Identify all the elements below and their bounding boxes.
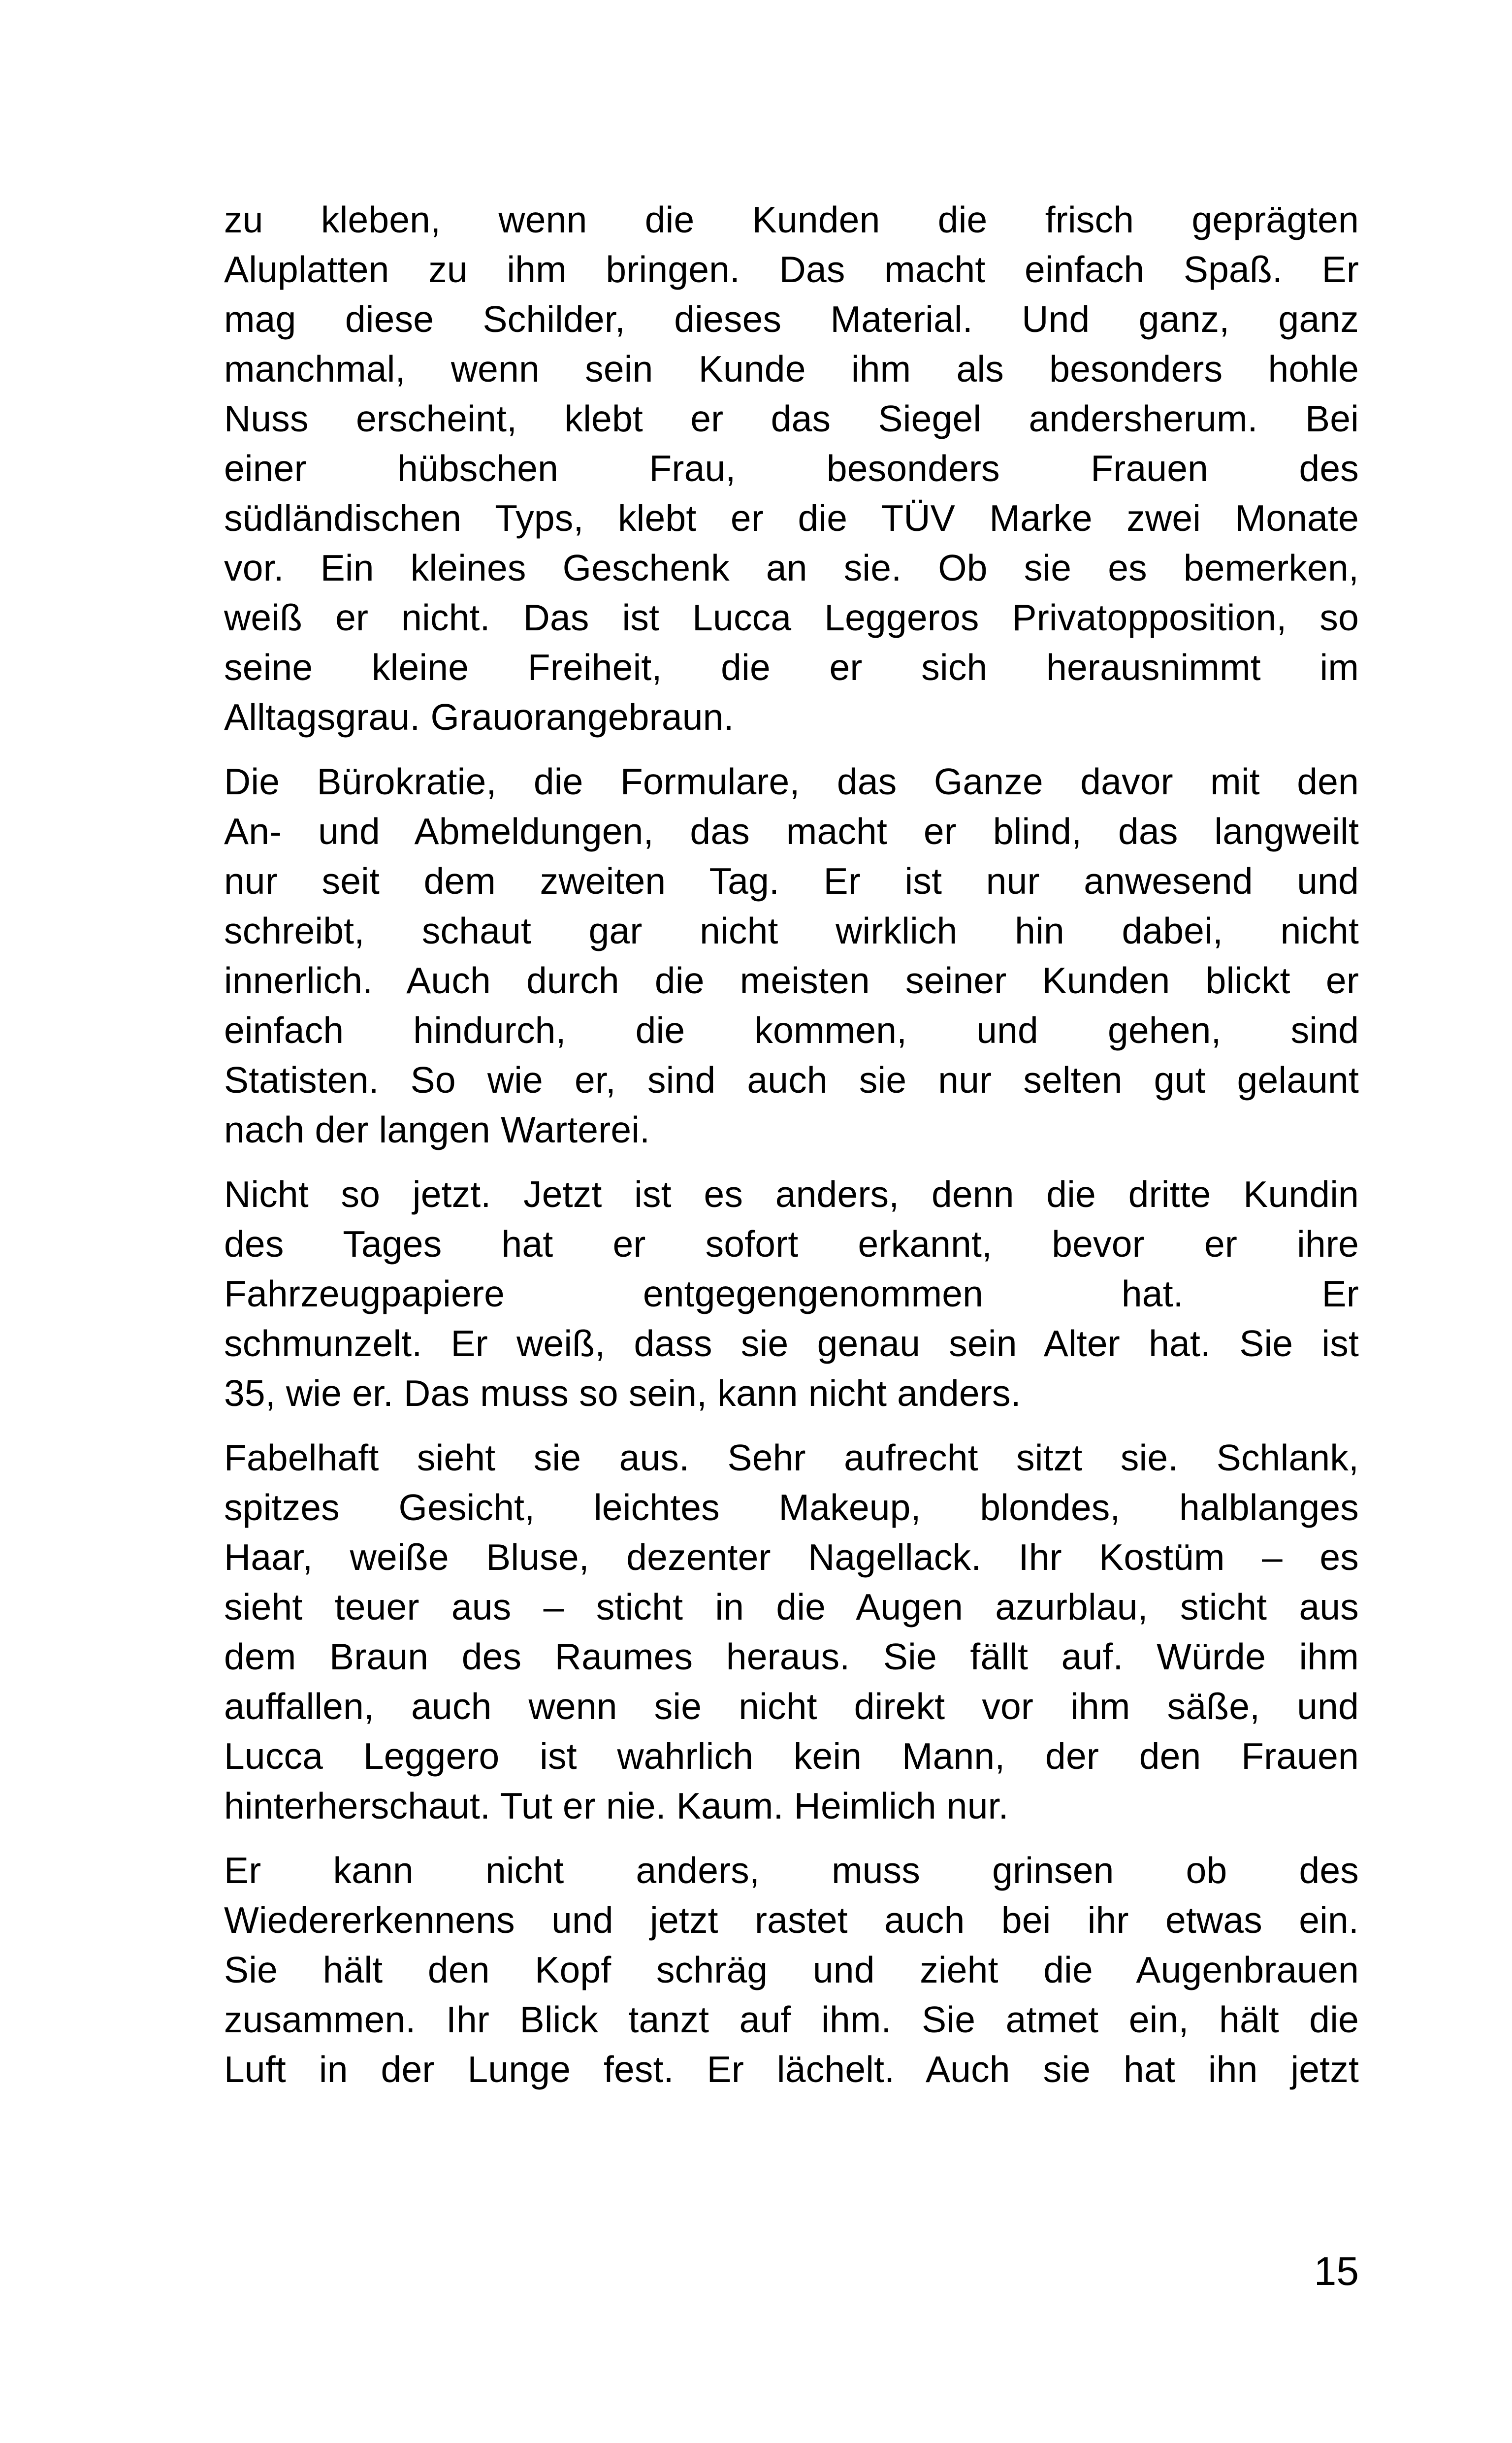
text-line: mag diese Schilder, dieses Material. Und ganz, ganz bbox=[224, 298, 1359, 340]
text-line: zu kleben, wenn die Kunden die frisch geprägten bbox=[224, 199, 1359, 240]
text-line: dem Braun des Raumes heraus. Sie fällt auf. Würde ihm bbox=[224, 1636, 1359, 1677]
text-line: spitzes Gesicht, leichtes Makeup, blondes, halblanges bbox=[224, 1487, 1359, 1528]
text-line: Lucca Leggero ist wahrlich kein Mann, der den Frauen bbox=[224, 1735, 1359, 1777]
text-line: Die Bürokratie, die Formulare, das Ganze davor mit den bbox=[224, 761, 1359, 802]
text-line: Haar, weiße Bluse, dezenter Nagellack. Ihr Kostüm – es bbox=[224, 1536, 1359, 1578]
text-line: Aluplatten zu ihm bringen. Das macht einfach Spaß. Er bbox=[224, 249, 1359, 290]
text-line: nach der langen Warterei. bbox=[224, 1109, 650, 1150]
text-line: seine kleine Freiheit, die er sich herausnimmt im bbox=[224, 647, 1359, 688]
paragraph bbox=[224, 195, 1359, 742]
paragraph bbox=[224, 1170, 1359, 1418]
text-line: einfach hindurch, die kommen, und gehen, sind bbox=[224, 1010, 1359, 1051]
page-number: 15 bbox=[1314, 2249, 1359, 2294]
text-line: Wiedererkennens und jetzt rastet auch bei ihr etwas ein. bbox=[224, 1899, 1359, 1941]
paragraph bbox=[224, 1433, 1359, 1831]
text-line: sieht teuer aus – sticht in die Augen azurblau, sticht aus bbox=[224, 1586, 1359, 1628]
text-line: Nuss erscheint, klebt er das Siegel andersherum. Bei bbox=[224, 398, 1359, 439]
text-line: Luft in der Lunge fest. Er lächelt. Auch sie hat ihn jetzt bbox=[224, 2049, 1359, 2090]
text-line: einer hübschen Frau, besonders Frauen des bbox=[224, 448, 1359, 489]
text-line: schmunzelt. Er weiß, dass sie genau sein Alter hat. Sie ist bbox=[224, 1323, 1359, 1364]
text-line: Nicht so jetzt. Jetzt ist es anders, denn die dritte Kundin bbox=[224, 1173, 1359, 1215]
text-line: südländischen Typs, klebt er die TÜV Marke zwei Monate bbox=[224, 497, 1359, 539]
text-line: An- und Abmeldungen, das macht er blind, das langweilt bbox=[224, 811, 1359, 852]
text-line: Er kann nicht anders, muss grinsen ob des bbox=[224, 1850, 1359, 1891]
text-line: auffallen, auch wenn sie nicht direkt vor ihm säße, und bbox=[224, 1686, 1359, 1727]
text-line: Fahrzeugpapiere entgegengenommen hat. Er bbox=[224, 1273, 1359, 1314]
text-line: 35, wie er. Das muss so sein, kann nicht anders. bbox=[224, 1372, 1021, 1414]
text-line: nur seit dem zweiten Tag. Er ist nur anwesend und bbox=[224, 860, 1359, 902]
page-text bbox=[224, 195, 1359, 2094]
text-line: vor. Ein kleines Geschenk an sie. Ob sie es bemerken, bbox=[224, 547, 1359, 588]
paragraph bbox=[224, 1846, 1359, 2094]
text-line: des Tages hat er sofort erkannt, bevor er ihre bbox=[224, 1223, 1359, 1265]
text-line: manchmal, wenn sein Kunde ihm als besonders hohle bbox=[224, 348, 1359, 390]
text-line: Alltagsgrau. Grauorangebraun. bbox=[224, 696, 734, 738]
text-line: Statisten. So wie er, sind auch sie nur selten gut gelaunt bbox=[224, 1059, 1359, 1101]
text-line: Sie hält den Kopf schräg und zieht die Augenbrauen bbox=[224, 1949, 1359, 1990]
text-line: zusammen. Ihr Blick tanzt auf ihm. Sie atmet ein, hält die bbox=[224, 1999, 1359, 2040]
text-line: weiß er nicht. Das ist Lucca Leggeros Privatopposition, so bbox=[224, 597, 1359, 638]
text-line: innerlich. Auch durch die meisten seiner Kunden blickt er bbox=[224, 960, 1359, 1001]
text-line: Fabelhaft sieht sie aus. Sehr aufrecht sitzt sie. Schlank, bbox=[224, 1437, 1359, 1478]
text-line: hinterherschaut. Tut er nie. Kaum. Heimlich nur. bbox=[224, 1785, 1009, 1826]
paragraph bbox=[224, 757, 1359, 1155]
text-line: schreibt, schaut gar nicht wirklich hin dabei, nicht bbox=[224, 910, 1359, 951]
